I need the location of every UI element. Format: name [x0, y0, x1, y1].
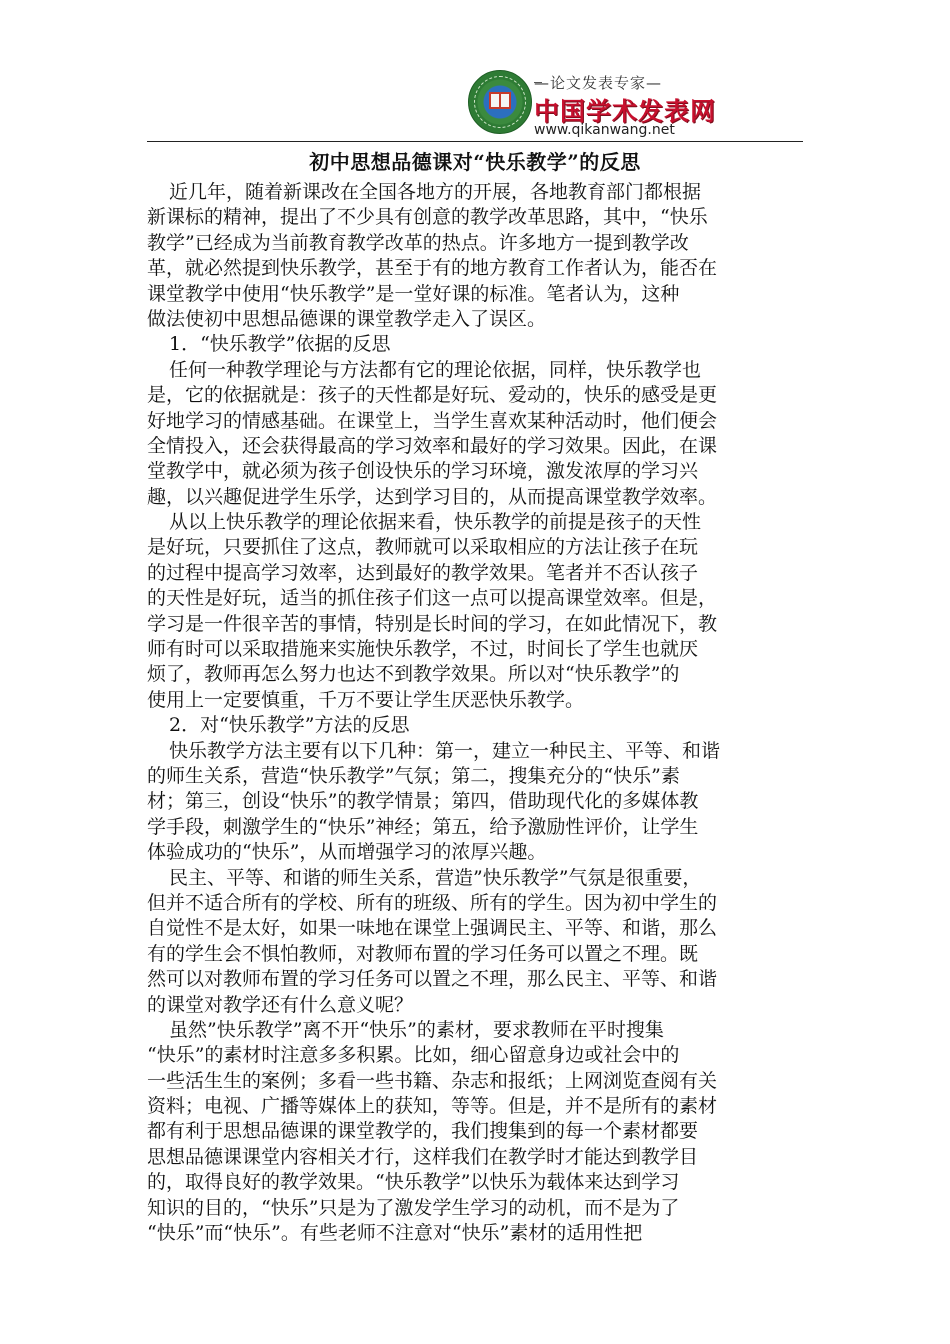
- text-line: 学手段，刺激学生的“快乐”神经；第五，给予激励性评价，让学生: [147, 815, 699, 838]
- text-line: “快乐”的素材时注意多多积累。比如，细心留意身边或社会中的: [147, 1044, 680, 1067]
- logo-url: www.qikanwang.net: [534, 122, 675, 138]
- site-logo[interactable]: [468, 70, 717, 140]
- text-line: 师有时可以采取措施来实施快乐教学，不过，时间长了学生也就厌: [147, 638, 699, 661]
- seal-emblem-icon: [468, 70, 532, 134]
- text-line: 但并不适合所有的学校、所有的班级、所有的学生。因为初中学生的: [147, 891, 718, 914]
- text-line: 烦了，教师再怎么努力也达不到教学效果。所以对“快乐教学”的: [147, 663, 680, 686]
- text-line: 好地学习的情感基础。在课堂上，当学生喜欢某种活动时，他们便会: [147, 409, 718, 432]
- text-line: 都有利于思想品德课的课堂教学的，我们搜集到的每一个素材都要: [147, 1120, 699, 1143]
- text-line: 的天性是好玩，适当的抓住孩子们这一点可以提高课堂效率。但是，: [147, 587, 718, 610]
- text-line: 材；第三，创设“快乐”的教学情景；第四，借助现代化的多媒体教: [147, 790, 699, 813]
- text-line: 虽然”快乐教学”离不开“快乐”的素材，要求教师在平时搜集: [169, 1018, 664, 1041]
- text-line: 一些活生生的案例；多看一些书籍、杂志和报纸；上网浏览查阅有关: [147, 1069, 718, 1092]
- text-line: 新课标的精神，提出了不少具有创意的教学改革思路，其中，“快乐: [147, 206, 708, 229]
- text-line: 堂教学中，就必须为孩子创设快乐的学习环境，激发浓厚的学习兴: [147, 460, 699, 483]
- text-line: 资料；电视、广播等媒体上的获知，等等。但是，并不是所有的素材: [147, 1095, 718, 1118]
- text-line: 全情投入，还会获得最高的学习效率和最好的学习效果。因此，在课: [147, 434, 718, 457]
- text-line: 然可以对教师布置的学习任务可以置之不理，那么民主、平等、和谐: [147, 968, 718, 991]
- text-line: 做法使初中思想品德课的课堂教学走入了误区。: [147, 307, 547, 330]
- text-line: 的课堂对教学还有什么意义呢？: [147, 993, 414, 1016]
- text-line: 学习是一件很辛苦的事情，特别是长时间的学习，在如此情况下，教: [147, 612, 718, 635]
- text-line: 体验成功的“快乐”，从而增强学习的浓厚兴趣。: [147, 841, 547, 864]
- text-line: 知识的目的，“快乐”只是为了激发学生学习的动机，而不是为了: [147, 1196, 680, 1219]
- text-line: 快乐教学方法主要有以下几种：第一，建立一种民主、平等、和谐: [169, 739, 721, 762]
- text-line: 思想品德课课堂内容相关才行，这样我们在教学时才能达到教学目: [147, 1145, 699, 1168]
- text-line: 是，它的依据就是：孩子的天性都是好玩、爱动的，快乐的感受是更: [147, 384, 718, 407]
- text-line: 教学”已经成为当前教育教学改革的热点。许多地方一提到教学改: [147, 231, 689, 254]
- text-line: 从以上快乐教学的理论依据来看，快乐教学的前提是孩子的天性: [169, 511, 702, 534]
- logo-name: 中国学术发表网: [534, 97, 717, 126]
- text-line: 任何一种教学理论与方法都有它的理论依据，同样，快乐教学也: [169, 358, 702, 381]
- text-line: “快乐”而“快乐”。有些老师不注意对“快乐”素材的适用性把: [147, 1222, 643, 1245]
- header-divider: [147, 141, 803, 142]
- text-line: 使用上一定要慎重，千万不要让学生厌恶快乐教学。: [147, 688, 585, 711]
- text-line: 的师生关系，营造“快乐教学”气氛；第二，搜集充分的“快乐”素: [147, 764, 680, 787]
- section-heading: 2．对“快乐教学”方法的反思: [169, 714, 410, 737]
- text-line: 的，取得良好的教学效果。“快乐教学”以快乐为载体来达到学习: [147, 1171, 680, 1194]
- text-line: 近几年，随着新课改在全国各地方的开展，各地教育部门都根据: [169, 181, 702, 203]
- text-line: 有的学生会不惧怕教师，对教师布置的学习任务可以置之不理。既: [147, 942, 699, 965]
- text-line: 的过程中提高学习效率，达到最好的教学效果。笔者并不否认孩子: [147, 561, 699, 584]
- document-title: 初中思想品德课对“快乐教学”的反思: [309, 150, 641, 174]
- section-heading: 1．“快乐教学”依据的反思: [169, 333, 391, 356]
- logo-tagline: —论文发表专家—: [534, 72, 694, 92]
- text-line: 是好玩，只要抓住了这点，教师就可以采取相应的方法让孩子在玩: [147, 536, 699, 559]
- text-line: 趣，以兴趣促进学生乐学，达到学习目的，从而提高课堂教学效率。: [147, 485, 718, 508]
- text-line: 自觉性不是太好，如果一味地在课堂上强调民主、平等、和谐，那么: [147, 917, 718, 940]
- body-text: [147, 180, 807, 1246]
- text-line: 革，就必然提到快乐教学，甚至于有的地方教育工作者认为，能否在: [147, 257, 718, 280]
- text-line: 课堂教学中使用“快乐教学”是一堂好课的标准。笔者认为，这种: [147, 282, 680, 305]
- text-line: 民主、平等、和谐的师生关系，营造”快乐教学”气氛是很重要，: [169, 866, 702, 889]
